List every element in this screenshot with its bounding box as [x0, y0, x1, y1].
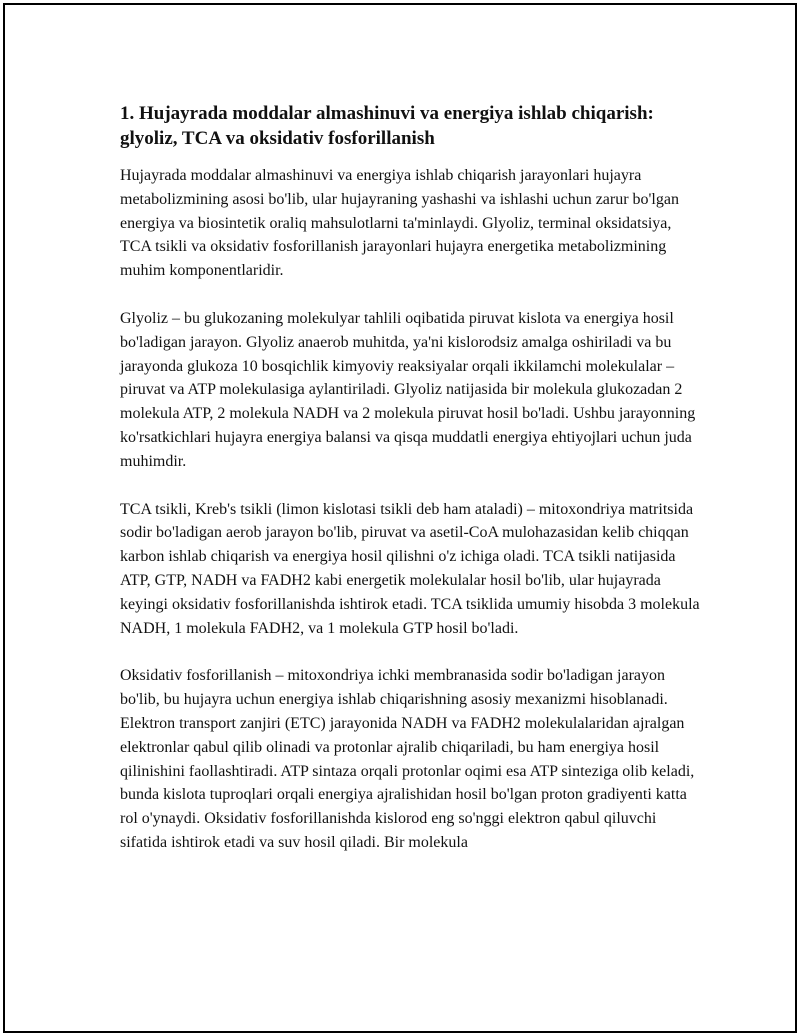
page-frame — [3, 3, 797, 1033]
paragraph-glycolysis: Glyoliz – bu glukozaning molekulyar tahlili oqibatida piruvat kislota va energiya hosil bo'ladigan jarayon. Glyoliz anaerob muhitda, ya'ni kislorodsiz amalga oshiriladi va bu jarayonda glukoza 10 bosqichlik kimyoviy reaksiyalar orqali ikkilamchi molekulalar – piruvat va ATP molekulasiga aylantiriladi. Glyoliz natijasida bir molekula glukozadan 2 molekula ATP, 2 molekula NADH va 2 molekula piruvat hosil bo'ladi. Ushbu jarayonning ko'rsatkichlari hujayra energiya balansi va qisqa muddatli energiya ehtiyojlari uchun juda muhimdir. — [120, 309, 696, 470]
paragraph-intro: Hujayrada moddalar almashinuvi va energiya ishlab chiqarish jarayonlari hujayra metabolizmining asosi bo'lib, ular hujayraning yashashi va ishlashi uchun zarur bo'lgan energiya va biosintetik oraliq mahsulotlarni ta'minlaydi. Glyoliz, terminal oksidatsiya, TCA tsikli va oksidativ fosforillanish jarayonlari hujayra energetika metabolizmining muhim komponentlaridir. — [120, 167, 679, 280]
section-heading: 1. Hujayrada moddalar almashinuvi va energiya ishlab chiqarish: glyoliz, TCA va oksidativ fosforillanish — [120, 103, 654, 149]
document-body — [120, 101, 700, 879]
paragraph-tca-cycle: TCA tsikli, Kreb's tsikli (limon kislotasi tsikli deb ham ataladi) – mitoxondriya matritsida sodir bo'ladigan aerob jarayon bo'lib, piruvat va asetil-CoA mulohazasidan kelib chiqqan karbon ishlab chiqarish va energiya hosil qilishni o'z ichiga oladi. TCA tsikli natijasida ATP, GTP, NADH va FADH2 kabi energetik molekulalar hosil bo'lib, ular hujayrada keyingi oksidativ fosforillanishda ishtirok etadi. TCA tsiklida umumiy hisobda 3 molekula NADH, 1 molekula FADH2, va 1 molekula GTP hosil bo'ladi. — [120, 500, 700, 637]
paragraph-oxidative-phosphorylation: Oksidativ fosforillanish – mitoxondriya ichki membranasida sodir bo'ladigan jarayon bo'lib, bu hujayra uchun energiya ishlab chiqarishning asosiy mexanizmi hisoblanadi. Elektron transport zanjiri (ETC) jarayonida NADH va FADH2 molekulalaridan ajralgan elektronlar qabul qilib olinadi va protonlar ajralib chiqariladi, bu ham energiya hosil qilinishini faollashtiradi. ATP sintaza orqali protonlar oqimi esa ATP sinteziga olib keladi, bunda kislota tuproqlari orqali energiya ajralishidan hosil bo'lgan proton gradiyenti katta rol o'ynaydi. Oksidativ fosforillanishda kislorod eng so'nggi elektron qabul qiluvchi sifatida ishtirok etadi va suv hosil qiladi. Bir molekula — [120, 667, 695, 851]
